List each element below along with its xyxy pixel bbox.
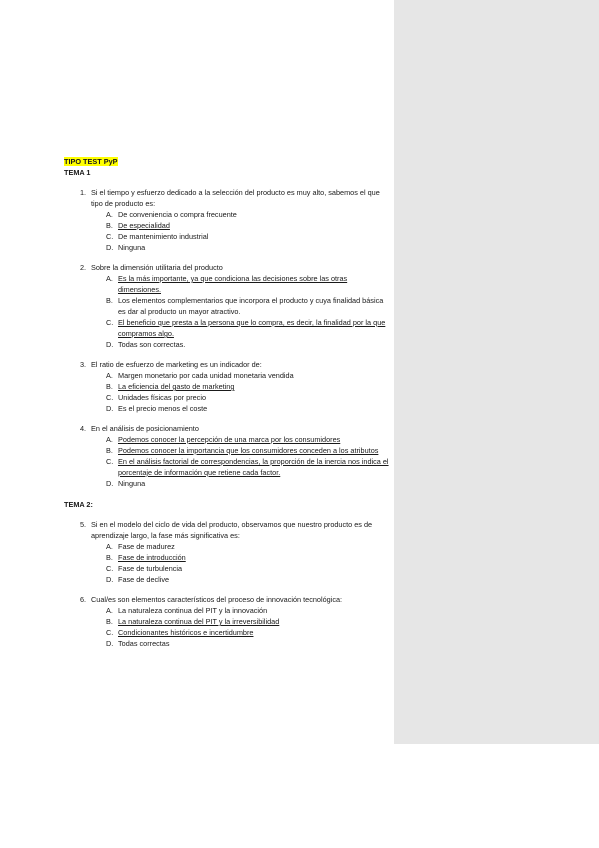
option-letter: C.: [106, 628, 114, 637]
option-letter: A.: [106, 542, 113, 551]
option-text: Podemos conocer la percepción de una marca por los consumidores: [118, 435, 341, 444]
option-text: Condicionantes históricos e incertidumbre: [118, 628, 254, 637]
option-text: El beneficio que presta a la persona que lo compra, es decir, la finalidad por la que compramos algo.: [118, 318, 386, 338]
question-number: 1.: [80, 188, 87, 197]
question-number: 3.: [80, 360, 87, 369]
option-list: [64, 209, 389, 253]
option-text: Fase de madurez: [118, 542, 175, 551]
question-text: El ratio de esfuerzo de marketing es un indicador de:: [91, 360, 262, 369]
option-letter: C.: [106, 232, 114, 241]
option-list: [64, 541, 389, 585]
option-text: Todas correctas: [118, 639, 170, 648]
answer-option: [64, 541, 389, 552]
option-text: Ninguna: [118, 479, 146, 488]
question-number: 5.: [80, 520, 87, 529]
answer-option: [64, 209, 389, 220]
answer-option: [64, 445, 389, 456]
option-text: Todas son correctas.: [118, 340, 186, 349]
answer-option: [64, 381, 389, 392]
option-text: Podemos conocer la importancia que los consumidores conceden a los atributos: [118, 446, 379, 455]
section-heading: TEMA 1: [64, 168, 91, 177]
option-letter: A.: [106, 435, 113, 444]
answer-option: [64, 295, 389, 317]
option-text: La naturaleza continua del PIT y la innovación: [118, 606, 268, 615]
option-text: Ninguna: [118, 243, 146, 252]
answer-option: [64, 478, 389, 489]
answer-option: [64, 638, 389, 649]
document-body: [64, 156, 389, 649]
option-letter: D.: [106, 575, 114, 584]
option-text: De mantenimiento industrial: [118, 232, 209, 241]
option-letter: A.: [106, 274, 113, 283]
option-text: Es el precio menos el coste: [118, 404, 208, 413]
option-list: [64, 434, 389, 489]
option-letter: C.: [106, 564, 114, 573]
comment-pane: [394, 0, 599, 744]
option-letter: A.: [106, 210, 113, 219]
option-letter: D.: [106, 340, 114, 349]
option-text: Unidades físicas por precio: [118, 393, 207, 402]
option-text: Fase de introducción: [118, 553, 186, 562]
option-text: La eficiencia del gasto de marketing: [118, 382, 235, 391]
question-text: Sobre la dimensión utilitaria del producto: [91, 263, 223, 272]
option-letter: D.: [106, 243, 114, 252]
answer-option: [64, 317, 389, 339]
option-text: En el análisis factorial de correspondencias, la proporción de la inercia nos indica el porcentaje de información que retiene cada factor.: [118, 457, 389, 477]
option-text: De especialidad: [118, 221, 170, 230]
answer-option: [64, 339, 389, 350]
question-text: Cual/es son elementos característicos del proceso de innovación tecnológica:: [91, 595, 343, 604]
answer-option: [64, 605, 389, 616]
option-letter: C.: [106, 318, 114, 327]
option-letter: A.: [106, 606, 113, 615]
answer-option: [64, 273, 389, 295]
option-letter: B.: [106, 446, 113, 455]
option-text: Los elementos complementarios que incorpora el producto y cuya finalidad básica es dar al producto un mayor atractivo.: [118, 296, 384, 316]
answer-option: [64, 231, 389, 242]
option-text: De conveniencia o compra frecuente: [118, 210, 237, 219]
option-letter: C.: [106, 457, 114, 466]
option-letter: D.: [106, 404, 114, 413]
option-letter: C.: [106, 393, 114, 402]
option-text: Fase de declive: [118, 575, 170, 584]
option-letter: B.: [106, 553, 113, 562]
question: [64, 187, 389, 209]
option-text: Es la más importante, ya que condiciona las decisiones sobre las otras dimensiones.: [118, 274, 348, 294]
answer-option: [64, 456, 389, 478]
question-text: Si en el modelo del ciclo de vida del producto, observamos que nuestro producto es de aprendizaje largo, la fase más significativa es:: [91, 520, 373, 540]
answer-option: [64, 403, 389, 414]
question-number: 4.: [80, 424, 87, 433]
question-text: Si el tiempo y esfuerzo dedicado a la selección del producto es muy alto, sabemos el que tipo de producto es:: [91, 188, 380, 208]
question: [64, 359, 389, 370]
question: [64, 262, 389, 273]
option-text: La naturaleza continua del PIT y la irreversibilidad: [118, 617, 280, 626]
option-letter: D.: [106, 639, 114, 648]
option-list: [64, 605, 389, 649]
question: [64, 594, 389, 605]
option-list: [64, 370, 389, 414]
option-list: [64, 273, 389, 350]
option-letter: B.: [106, 296, 113, 305]
question: [64, 423, 389, 434]
section-heading: TEMA 2:: [64, 500, 93, 509]
answer-option: [64, 552, 389, 563]
option-letter: A.: [106, 371, 113, 380]
question-text: En el análisis de posicionamiento: [91, 424, 199, 433]
answer-option: [64, 220, 389, 231]
answer-option: [64, 616, 389, 627]
answer-option: [64, 563, 389, 574]
option-text: Margen monetario por cada unidad monetaria vendida: [118, 371, 294, 380]
answer-option: [64, 370, 389, 381]
option-letter: D.: [106, 479, 114, 488]
document-title: TIPO TEST PyP: [64, 157, 118, 166]
question: [64, 519, 389, 541]
document-content: [64, 167, 389, 649]
answer-option: [64, 627, 389, 638]
answer-option: [64, 574, 389, 585]
option-letter: B.: [106, 617, 113, 626]
answer-option: [64, 392, 389, 403]
option-text: Fase de turbulencia: [118, 564, 183, 573]
question-number: 6.: [80, 595, 87, 604]
question-number: 2.: [80, 263, 87, 272]
answer-option: [64, 434, 389, 445]
answer-option: [64, 242, 389, 253]
option-letter: B.: [106, 221, 113, 230]
option-letter: B.: [106, 382, 113, 391]
